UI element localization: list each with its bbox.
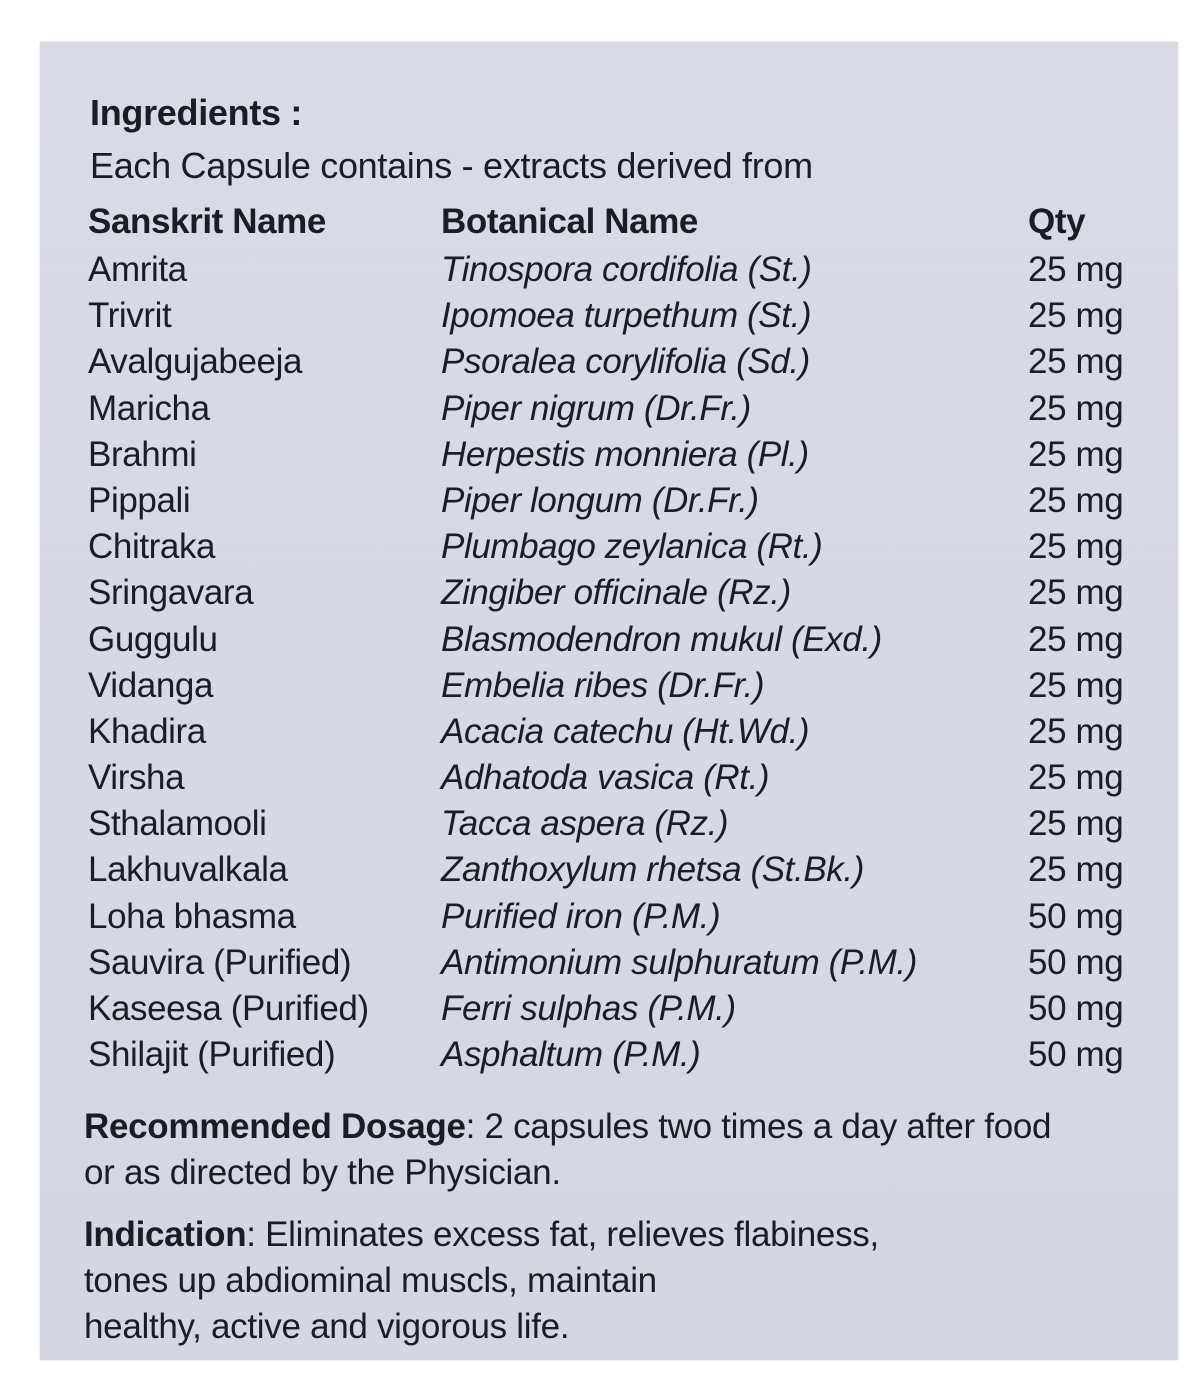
sanskrit-name: Sringavara (88, 573, 254, 613)
botanical-name: Tacca aspera (Rz.) (441, 804, 729, 844)
sanskrit-name: Vidanga (88, 665, 214, 705)
botanical-name: Embelia ribes (Dr.Fr.) (441, 665, 765, 705)
sanskrit-name: Sthalamooli (88, 804, 267, 844)
sanskrit-name: Guggulu (88, 619, 218, 659)
qty-value: 25 mg (1028, 665, 1124, 705)
qty-value: 25 mg (1028, 434, 1124, 474)
botanical-name: Zanthoxylum rhetsa (St.Bk.) (441, 850, 864, 890)
botanical-name: Acacia catechu (Ht.Wd.) (441, 711, 810, 751)
table-row (88, 386, 1148, 432)
indication-text-1: : Eliminates excess fat, relieves flabiness, (246, 1215, 879, 1254)
indication-line-1 (84, 1212, 984, 1258)
table-row (88, 339, 1148, 385)
ingredients-heading: Ingredients : (90, 92, 303, 133)
botanical-name: Piper nigrum (Dr.Fr.) (441, 388, 751, 428)
indication-label: Indication (84, 1215, 247, 1254)
sanskrit-name: Shilajit (Purified) (88, 1035, 336, 1075)
qty-value: 25 mg (1028, 619, 1124, 659)
botanical-name: Psoralea corylifolia (Sd.) (441, 342, 810, 382)
sanskrit-name: Avalgujabeeja (88, 342, 303, 382)
dosage-line-1 (84, 1104, 1164, 1150)
qty-value: 50 mg (1028, 989, 1124, 1028)
table-row (88, 663, 1148, 709)
botanical-name: Blasmodendron mukul (Exd.) (441, 619, 882, 659)
indication-text-2: tones up abdiominal muscls, maintain (84, 1261, 657, 1300)
qty-value: 25 mg (1028, 296, 1124, 336)
table-row (88, 940, 1148, 986)
ingredients-subheading: Each Capsule contains - extracts derived from (90, 145, 813, 186)
sanskrit-name: Maricha (88, 388, 210, 428)
sanskrit-name: Sauvira (Purified) (88, 942, 352, 982)
qty-value: 25 mg (1028, 342, 1124, 382)
botanical-name: Antimonium sulphuratum (P.M.) (441, 942, 917, 982)
dosage-section (84, 1104, 1164, 1196)
qty-value: 25 mg (1028, 850, 1124, 890)
qty-value: 25 mg (1028, 527, 1124, 567)
sanskrit-name: Virsha (88, 758, 185, 798)
table-row (88, 293, 1148, 339)
table-row (88, 847, 1148, 893)
qty-value: 50 mg (1028, 1035, 1124, 1075)
botanical-name: Ipomoea turpethum (St.) (441, 296, 812, 336)
qty-value: 50 mg (1028, 896, 1124, 936)
table-body (88, 247, 1148, 1078)
sanskrit-name: Lakhuvalkala (88, 850, 288, 890)
qty-value: 25 mg (1028, 804, 1124, 844)
sanskrit-name: Khadira (88, 711, 206, 751)
qty-value: 25 mg (1028, 711, 1124, 751)
table-row (88, 986, 1148, 1032)
sanskrit-name: Pippali (88, 480, 191, 520)
qty-value: 50 mg (1028, 942, 1124, 982)
indication-text-3: healthy, active and vigorous life. (84, 1307, 570, 1346)
qty-value: 25 mg (1028, 573, 1124, 613)
column-header-qty: Qty (1028, 202, 1086, 241)
table-row (88, 801, 1148, 847)
column-header-sanskrit: Sanskrit Name (88, 202, 326, 241)
table-row (88, 894, 1148, 940)
qty-value: 25 mg (1028, 758, 1124, 798)
table-row (88, 709, 1148, 755)
sanskrit-name: Trivrit (88, 296, 172, 336)
botanical-name: Herpestis monniera (Pl.) (441, 434, 809, 474)
table-row (88, 432, 1148, 478)
table-row (88, 478, 1148, 524)
sanskrit-name: Chitraka (88, 527, 216, 567)
qty-value: 25 mg (1028, 480, 1124, 520)
botanical-name: Ferri sulphas (P.M.) (441, 989, 736, 1028)
ingredients-table (88, 197, 1148, 1078)
table-row (88, 755, 1148, 801)
table-row (88, 1032, 1148, 1078)
sanskrit-name: Brahmi (88, 434, 197, 474)
indication-section (84, 1212, 984, 1350)
botanical-name: Purified iron (P.M.) (441, 896, 721, 936)
table-row (88, 524, 1148, 570)
qty-value: 25 mg (1028, 250, 1124, 289)
dosage-label: Recommended Dosage (84, 1107, 466, 1146)
sanskrit-name: Loha bhasma (88, 896, 296, 936)
botanical-name: Tinospora cordifolia (St.) (441, 250, 812, 289)
botanical-name: Asphaltum (P.M.) (441, 1035, 701, 1075)
table-row (88, 617, 1148, 663)
dosage-text-1: : 2 capsules two times a day after food (465, 1107, 1052, 1146)
botanical-name: Piper longum (Dr.Fr.) (441, 480, 759, 520)
table-header-row (88, 197, 1148, 247)
sanskrit-name: Kaseesa (Purified) (88, 989, 369, 1028)
label-panel (40, 42, 1178, 1360)
botanical-name: Plumbago zeylanica (Rt.) (441, 527, 823, 567)
table-row (88, 570, 1148, 616)
table-row (88, 247, 1148, 293)
column-header-botanical: Botanical Name (441, 202, 698, 241)
qty-value: 25 mg (1028, 388, 1124, 428)
dosage-text-2: or as directed by the Physician. (84, 1153, 561, 1192)
botanical-name: Adhatoda vasica (Rt.) (441, 758, 770, 798)
sanskrit-name: Amrita (88, 250, 187, 289)
botanical-name: Zingiber officinale (Rz.) (441, 573, 791, 613)
